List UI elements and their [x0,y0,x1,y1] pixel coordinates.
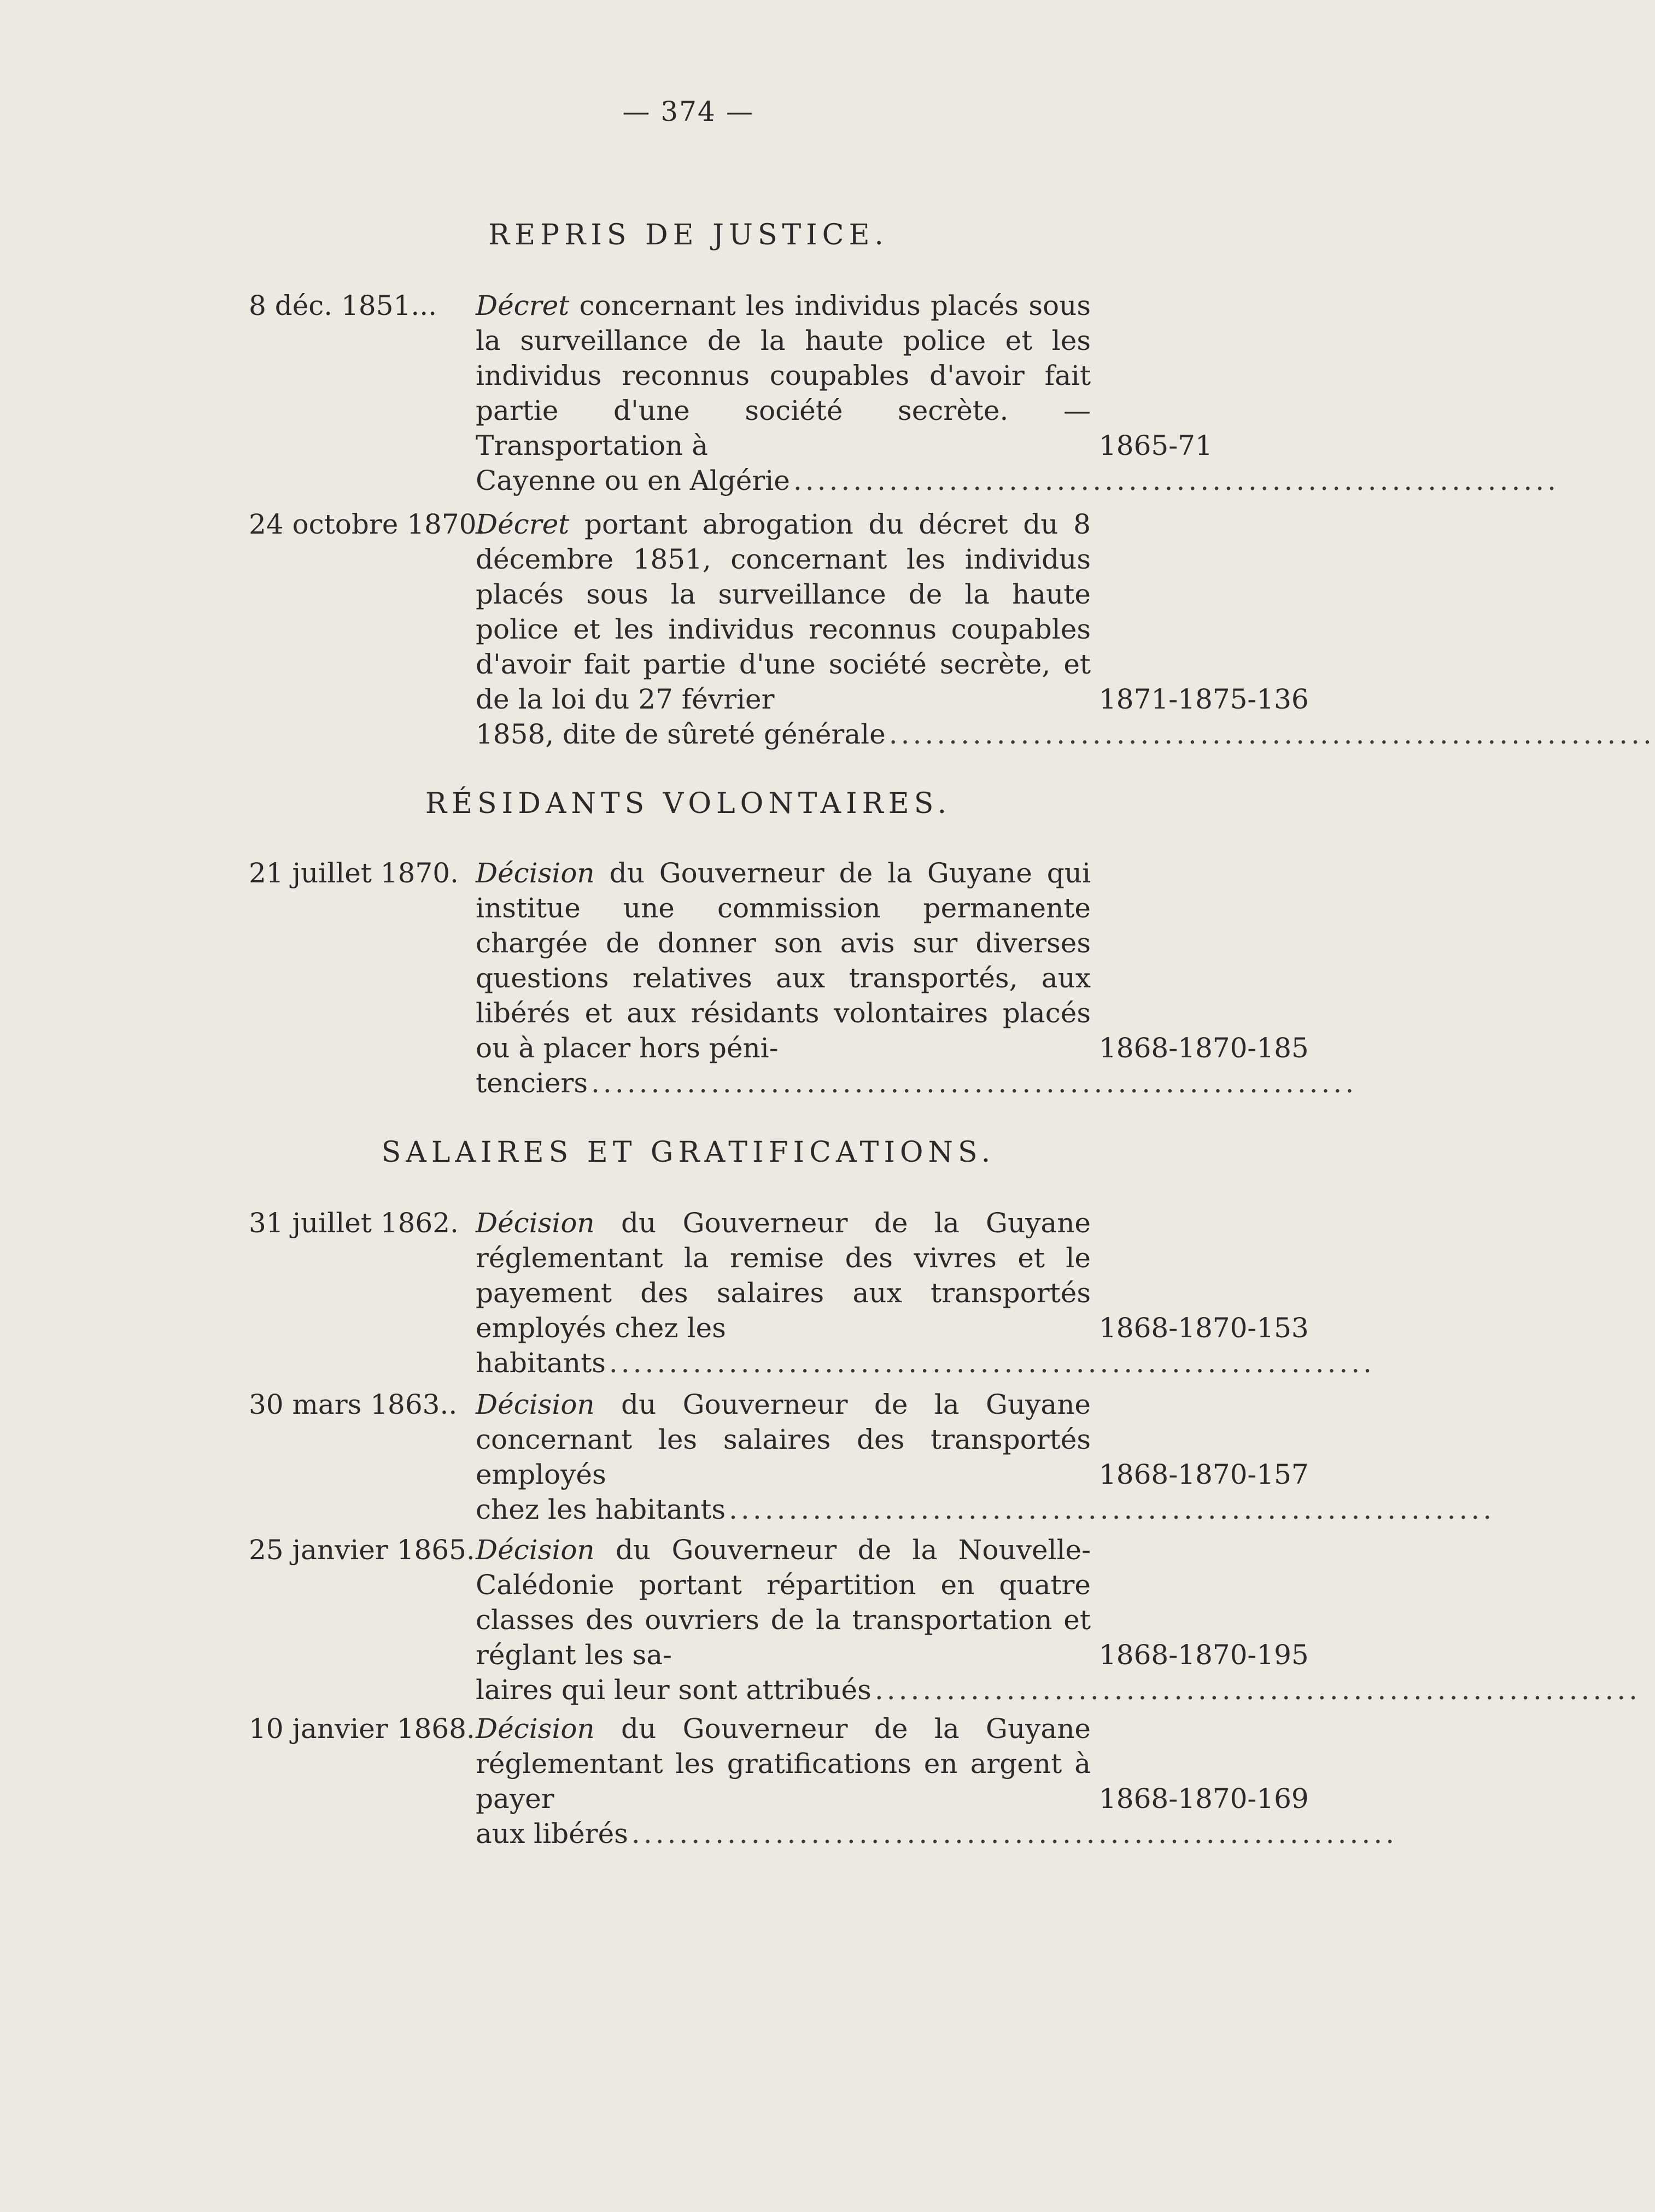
entry-description-end: aux libérés [476,1818,628,1850]
entry-lead: Décision [476,1534,595,1566]
entry-reference: 1871-1875-136 [1099,683,1309,715]
leader-line [476,1066,1358,1101]
entry-description: du Gouverneur de la Guyane réglementant les gratifications en argent à payer [476,1713,1091,1815]
entry-lead: Décision [476,1389,595,1420]
leader-line [476,1816,1398,1851]
leader-dots: ................................................................ [631,1818,1398,1850]
leader-dots: ................................................................ [793,465,1560,496]
entry-date: 31 juillet 1862. [249,1207,459,1239]
entry-description: portant abrogation du décret du 8 décembre 1851, concernant les individus placés sous la surveillance de la haute police et les individus reconnus coupables d'avoir fait partie d'une société secrète, et de la loi du 27 février [476,508,1091,715]
entry-lead: Décision [476,857,595,889]
leader-dots: ................................................................ [874,1674,1641,1706]
leader-dots: ................................................................ [609,1347,1376,1379]
section-title-salaires-et-gratifications: SALAIRES ET GRATIFICATIONS. [381,1136,996,1169]
entry-description: concernant les individus placés sous la surveillance de la haute police et les individus reconnus coupables d'avoir fait partie d'une société secrète. — Transportation à [476,290,1091,461]
entry-lead: Décision [476,1207,595,1239]
entry-date: 25 janvier 1865. [249,1534,475,1566]
entry-reference: 1868-1870-157 [1099,1459,1309,1490]
entry-reference: 1868-1870-185 [1099,1032,1309,1064]
entry-description-end: Cayenne ou en Algérie [476,465,790,496]
leader-dots: ................................................................ [729,1494,1495,1525]
leader-line [476,1345,1376,1380]
entry-reference: 1865-71 [1099,430,1213,461]
leader-line [476,1492,1495,1527]
entry-description-end: habitants [476,1347,606,1379]
entry-lead: Décret [476,290,570,321]
entry-reference: 1868-1870-169 [1099,1783,1309,1815]
entry-date: 21 juillet 1870. [249,857,459,889]
section-title-repris-de-justice: REPRIS DE JUSTICE. [488,219,888,251]
entry-reference: 1868-1870-195 [1099,1639,1309,1671]
entry-date: 30 mars 1863.. [249,1389,458,1420]
entry-description: du Gouverneur de la Guyane qui institue une commission permanente chargée de donner son avis sur diverses questions relatives aux transportés, aux libérés et aux résidants volontaires placés ou à placer hors péni- [476,857,1091,1064]
leader-line [476,1672,1641,1707]
entry-description-end: 1858, dite de sûreté générale [476,718,886,750]
entry-reference: 1868-1870-153 [1099,1312,1309,1344]
entry-description-end: chez les habitants [476,1494,726,1525]
entry-description: du Gouverneur de la Nouvelle-Calédonie portant répartition en quatre classes des ouvriers de la transportation et réglant les sa- [476,1534,1091,1671]
entry-description: du Gouverneur de la Guyane réglementant la remise des vivres et le payement des salaires aux transportés employés chez les [476,1207,1091,1344]
leader-dots: ................................................................ [591,1067,1358,1099]
entry-date: 10 janvier 1868. [249,1713,475,1745]
leader-line [476,717,1655,752]
entry-description: du Gouverneur de la Guyane concernant les salaires des transportés employés [476,1389,1091,1490]
entry-description-end: laires qui leur sont attribués [476,1674,872,1706]
leader-dots: ................................................................ [888,718,1655,750]
section-title-residants-volontaires: RÉSIDANTS VOLONTAIRES. [425,787,952,820]
leader-line [476,463,1560,498]
entry-lead: Décret [476,508,570,540]
entry-date: 24 octobre 1870. [249,508,486,540]
page-number: — 374 — [622,96,755,127]
entry-lead: Décision [476,1713,595,1745]
entry-description-end: tenciers [476,1067,588,1099]
entry-date: 8 déc. 1851... [249,290,437,321]
